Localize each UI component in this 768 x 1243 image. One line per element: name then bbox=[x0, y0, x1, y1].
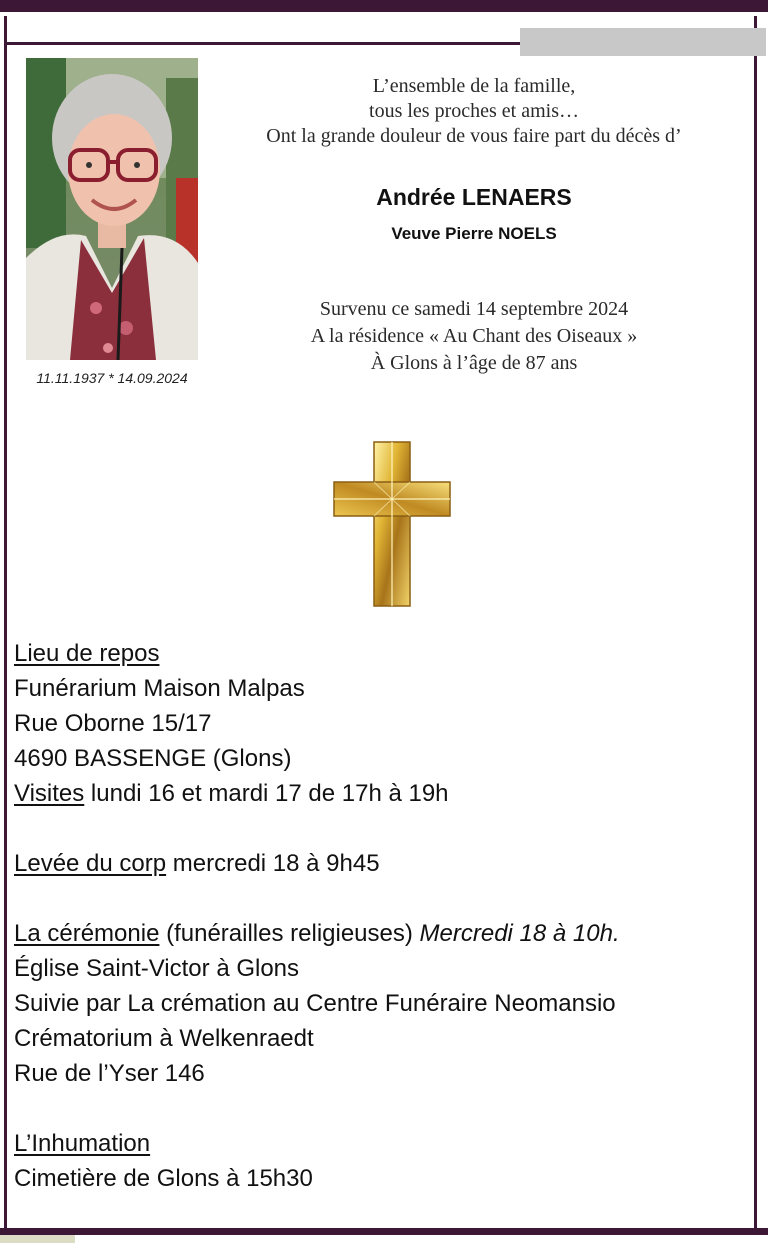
ceremony-cremation: Suivie par La crémation au Centre Funéraire Neomansio bbox=[14, 990, 616, 1017]
intro-line: L’ensemble de la famille, bbox=[372, 75, 576, 97]
intro-line: tous les proches et amis… bbox=[369, 100, 579, 122]
ceremony-crematorium: Crématorium à Welkenraedt bbox=[14, 1025, 314, 1052]
rest-place-venue: Funérarium Maison Malpas bbox=[14, 675, 305, 702]
ceremony-type: (funérailles religieuses) bbox=[159, 920, 420, 947]
visits-text: lundi 16 et mardi 17 de 17h à 19h bbox=[84, 780, 449, 807]
funeral-details bbox=[14, 636, 744, 1196]
portrait-illustration bbox=[26, 58, 198, 360]
rest-place-city: 4690 BASSENGE (Glons) bbox=[14, 745, 292, 772]
passing-line: À Glons à l’âge de 87 ans bbox=[370, 352, 578, 374]
deceased-name: Andrée LENAERS bbox=[376, 184, 572, 210]
ceremony-label: La cérémonie bbox=[14, 920, 160, 947]
bottom-border-bar bbox=[0, 1228, 768, 1235]
widow-of: Veuve Pierre NOELS bbox=[391, 224, 557, 243]
portrait-photo bbox=[26, 58, 198, 360]
passing-details bbox=[210, 296, 738, 377]
rest-place-heading: Lieu de repos bbox=[14, 640, 160, 667]
ceremony-address: Rue de l’Yser 146 bbox=[14, 1060, 205, 1087]
ceremony-church: Église Saint-Victor à Glons bbox=[14, 955, 300, 982]
birth-death-dates: 11.11.1937 * 14.09.2024 bbox=[36, 370, 188, 386]
levee-line bbox=[14, 846, 744, 881]
announcement-intro bbox=[210, 74, 738, 149]
burial-text: Cimetière de Glons à 15h30 bbox=[14, 1165, 313, 1192]
passing-line: Survenu ce samedi 14 septembre 2024 bbox=[319, 298, 629, 320]
levee-label: Levée du corp bbox=[14, 850, 167, 877]
gray-bar bbox=[520, 28, 766, 56]
rest-place-street: Rue Oborne 15/17 bbox=[14, 710, 212, 737]
levee-text: mercredi 18 à 9h45 bbox=[166, 850, 380, 877]
visits-label: Visites bbox=[14, 780, 85, 807]
gold-cross-icon bbox=[330, 438, 454, 610]
burial-heading: L’Inhumation bbox=[14, 1130, 151, 1157]
ceremony-line bbox=[14, 916, 744, 951]
passing-line: A la résidence « Au Chant des Oiseaux » bbox=[310, 325, 638, 347]
ceremony-when: Mercredi 18 à 10h. bbox=[419, 920, 620, 947]
bottom-tab bbox=[0, 1235, 75, 1243]
visits-line bbox=[14, 776, 744, 811]
intro-line: Ont la grande douleur de vous faire part du décès d’ bbox=[266, 125, 682, 147]
top-border-bar bbox=[0, 0, 768, 12]
